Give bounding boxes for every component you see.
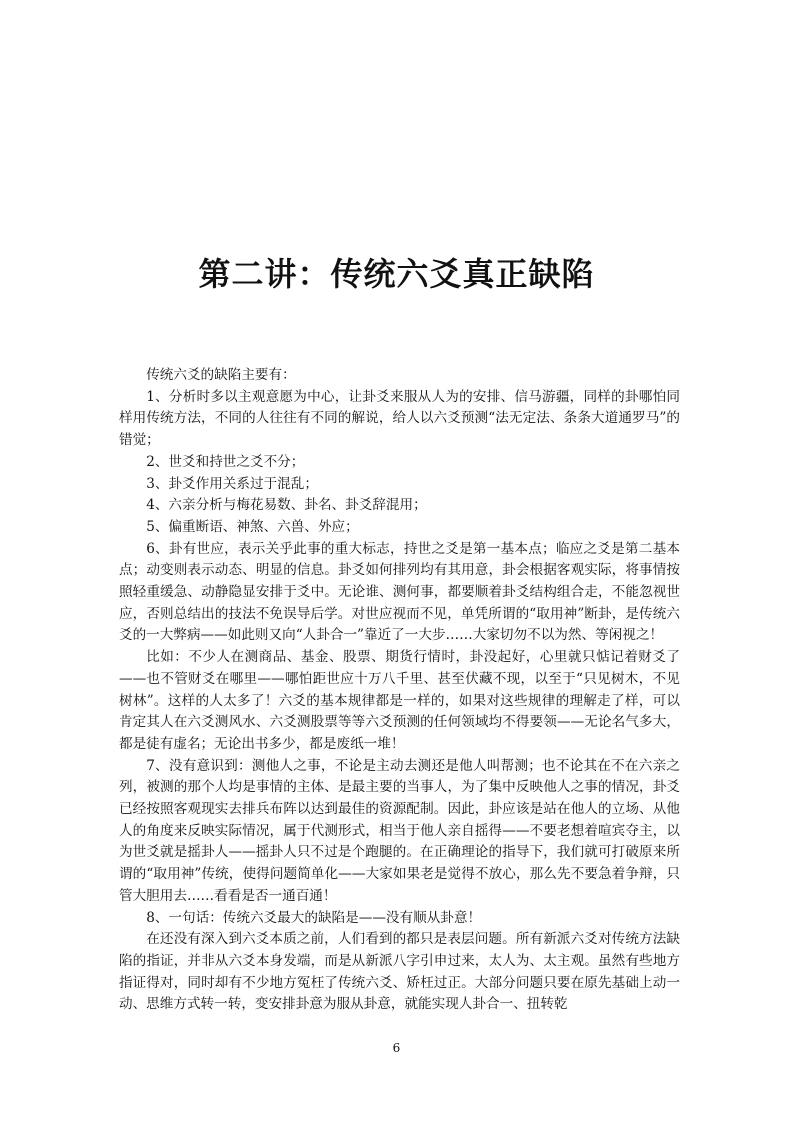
paragraph-point-7: 7、没有意识到：测他人之事，不论是主动去测还是他人叫帮测；也不论其在不在六亲之列，被测的那个人均是事情的主体、是最主要的当事人，为了集中反映他人之事的情况，卦爻已经按照客观现实去排兵布阵以达到最佳的资源配制。因此，卦应该是站在他人的立场、从他人的角度来反映实际情况，属于代测形式，相当于他人亲自摇得——不要老想着喧宾夺主，以为世爻就是摇卦人——摇卦人只不过是个跑腿的。在正确理论的指导下，我们就可打破原来所谓的“取用神”传统，使得问题简单化——大家如果老是觉得不放心，那么先不要急着争辩，只管大胆用去……看看是否一通百通！ [119,757,680,904]
paragraph-point-1: 1、分析时多以主观意愿为中心，让卦爻来服从人为的安排、信马游疆，同样的卦哪怕同样用传统方法，不同的人往往有不同的解说，给人以六爻预测“法无定法、条条大道通罗马”的错觉； [119,388,680,449]
body-text [119,365,680,1016]
paragraph-point-8: 8、一句话：传统六爻最大的缺陷是——没有顺从卦意！ [146,909,482,926]
paragraph-point-4: 4、六亲分析与梅花易数、卦名、卦爻辞混用； [146,497,427,514]
paragraph-point-6: 6、卦有世应，表示关乎此事的重大标志，持世之爻是第一基本点；临应之爻是第二基本点；动变则表示动态、明显的信息。卦爻如何排列均有其用意，卦会根据客观实际，将事情按照轻重缓急、动静隐显安排于爻中。无论谁、测何事，都要顺着卦爻结构组合走，不能忽视世应，否则总结出的技法不免误导后学。对世应视而不见，单凭所谓的“取用神”断卦，是传统六爻的一大弊病——如此则又向“人卦合一”靠近了一大步……大家切勿不以为然、等闲视之！ [119,540,680,644]
paragraph-point-2: 2、世爻和持世之爻不分； [146,453,305,470]
paragraph-point-5: 5、偏重断语、神煞、六兽、外应； [146,518,359,535]
paragraph-point-3: 3、卦爻作用关系过于混乱； [146,475,318,492]
page-number: 6 [392,1041,401,1055]
paragraph-example: 比如：不少人在测商品、基金、股票、期货行情时，卦没起好，心里就只惦记着财爻了——也不管财爻在哪里——哪怕距世应十万八千里、甚至伏藏不现，以至于“只见树木，不见树林”。这样的人太多了！六爻的基本规律都是一样的，如果对这些规律的理解走了样，可以肯定其人在六爻测风水、六爻测股票等等六爻预测的任何领域均不得要领——无论名气多大，都是徒有虚名；无论出书多少，都是废纸一堆！ [119,649,680,752]
paragraph-intro: 传统六爻的缺陷主要有： [146,367,296,383]
page-title: 第二讲：传统六爻真正缺陷 [198,255,595,293]
paragraph-closing: 在还没有深入到六爻本质之前，人们看到的都只是表层问题。所有新派六爻对传统方法缺陷的指证，并非从六爻本身发端，而是从新派八字引申过来，太人为、太主观。虽然有些地方指证得对，同时却有不少地方冤枉了传统六爻、矫枉过正。大部分问题只要在原先基础上动一动、思维方式转一转，变安排卦意为服从卦意，就能实现人卦合一、扭转乾 [119,931,680,1013]
